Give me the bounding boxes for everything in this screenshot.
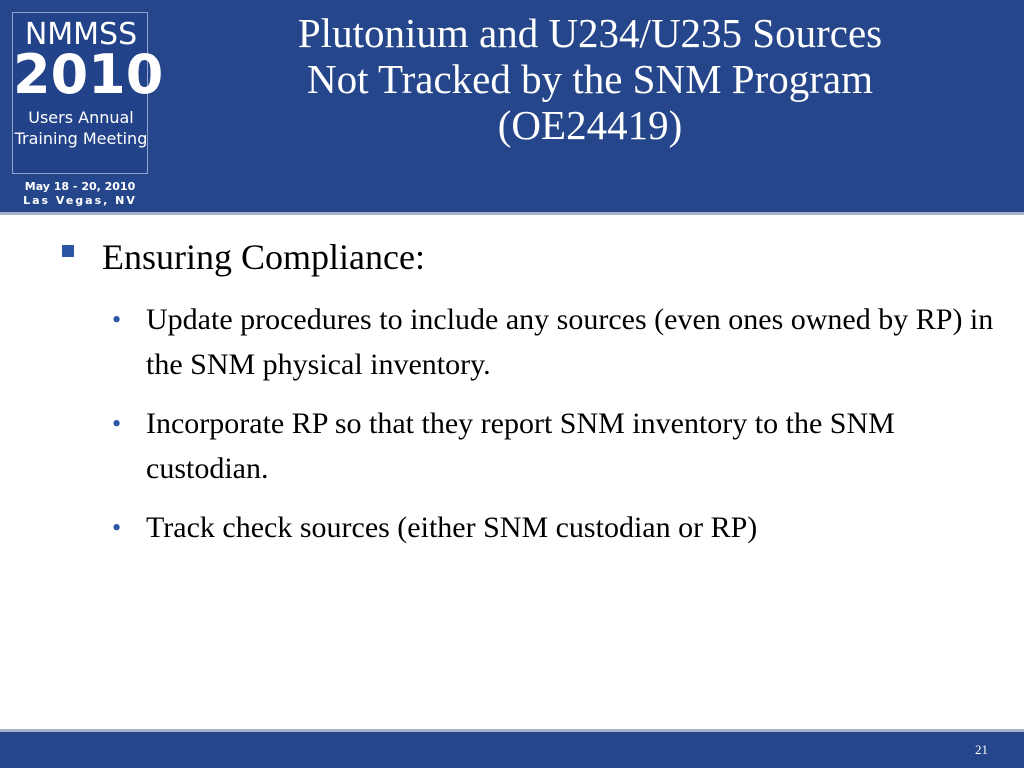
page-number: 21 xyxy=(975,742,988,757)
dot-bullet-icon: • xyxy=(112,409,122,438)
nmmss-logo xyxy=(12,12,164,208)
logo-subtitle-1: Users Annual xyxy=(28,108,134,127)
dot-bullet-icon: • xyxy=(112,513,122,542)
header-bar xyxy=(0,0,1024,212)
bullet-heading: Ensuring Compliance: xyxy=(102,237,425,277)
square-bullet-icon xyxy=(62,245,74,257)
logo-year: 2010 xyxy=(13,43,164,106)
dot-bullet-icon: • xyxy=(112,305,122,334)
header-divider xyxy=(0,212,1024,215)
list-item-text: Incorporate RP so that they report SNM inventory to the SNM custodian. xyxy=(146,407,895,485)
logo-subtitle-2: Training Meeting xyxy=(14,129,148,148)
slide-title xyxy=(180,10,1000,148)
logo-place: Las Vegas, NV xyxy=(23,194,137,207)
list-item-text: Update procedures to include any sources (even ones owned by RP) in the SNM physical inventory. xyxy=(146,303,994,381)
footer-bar xyxy=(0,732,1024,768)
title-line-2: Not Tracked by the SNM Program xyxy=(306,56,873,102)
logo-date: May 18 - 20, 2010 xyxy=(24,180,136,193)
title-line-1: Plutonium and U234/U235 Sources xyxy=(297,10,883,56)
list-item-text: Track check sources (either SNM custodian or RP) xyxy=(146,511,758,544)
title-line-3: (OE24419) xyxy=(497,102,683,148)
logo-org: NMMSS xyxy=(24,17,138,52)
logo-box xyxy=(12,12,164,174)
